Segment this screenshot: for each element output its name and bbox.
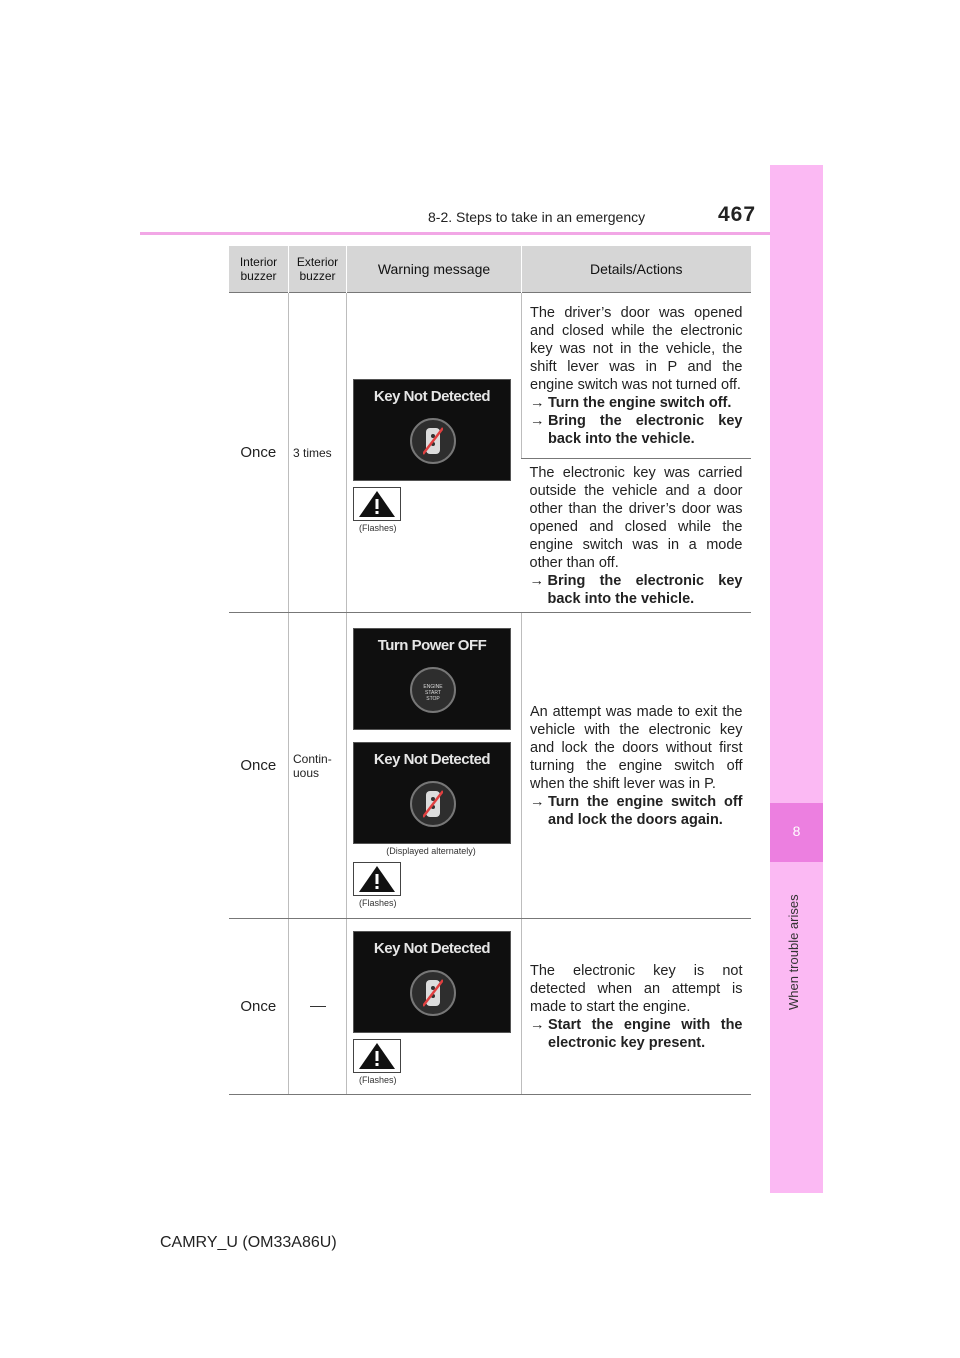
action-item: → Bring the electronic key back into the vehicle. (530, 412, 743, 447)
arrow-icon: → (530, 394, 545, 411)
interior-buzzer-cell: Once (229, 613, 289, 919)
exterior-buzzer-cell: Contin-uous (289, 613, 347, 919)
svg-text:STOP: STOP (426, 695, 440, 702)
table-row (229, 919, 751, 1095)
header-rule (140, 232, 823, 235)
table-row (229, 613, 751, 919)
action-item: → Bring the electronic key back into the vehicle. (529, 572, 743, 607)
display-screen (353, 628, 511, 730)
master-warning-icon (353, 862, 401, 896)
interior-buzzer-cell: Once (229, 293, 289, 613)
master-warning-icon (353, 487, 401, 521)
flash-caption: (Flashes) (359, 522, 397, 533)
col-header-details: Details/Actions (522, 246, 751, 293)
screen-title: Turn Power OFF (377, 636, 487, 654)
arrow-icon: → (530, 412, 545, 429)
page-number: 467 (718, 203, 757, 226)
action-item: → Turn the engine switch off. (530, 394, 732, 411)
screen-title: Key Not Detected (373, 750, 491, 768)
screen-title: Key Not Detected (373, 939, 491, 957)
details-text: The electronic key is not detected when an attempt is made to start the engine. (530, 962, 743, 1015)
display-screen (353, 379, 511, 481)
warning-message-cell (347, 919, 522, 1095)
section-title: 8-2. Steps to take in an emergency (428, 209, 646, 225)
details-text: An attempt was made to exit the vehicle with the electronic key and lock the doors without first turning the engine switch off when the shift lever was in P. (530, 703, 743, 792)
dash-mark (310, 1006, 326, 1007)
col-header-message: Warning message (347, 246, 522, 293)
svg-text:START: START (425, 689, 441, 696)
interior-buzzer-cell: Once (229, 919, 289, 1095)
flash-caption: (Flashes) (359, 897, 397, 908)
master-warning-icon (353, 1039, 401, 1073)
details-cell (522, 919, 751, 1095)
table-row (229, 293, 751, 459)
details-text: The electronic key was carried outside the vehicle and a door other than the driver’s door was opened and closed while the engine switch was in a mode other than off. (529, 464, 743, 571)
arrow-icon: → (530, 1016, 545, 1033)
action-item: → Start the engine with the electronic key present. (530, 1016, 743, 1051)
details-cell (522, 459, 751, 613)
key-fob-icon (410, 418, 456, 464)
chapter-number: 8 (792, 823, 801, 839)
chapter-label: When trouble arises (786, 894, 801, 1010)
flash-caption: (Flashes) (359, 1074, 397, 1085)
svg-text:ENGINE: ENGINE (423, 683, 443, 690)
display-screen (353, 931, 511, 1033)
exterior-buzzer-cell: 3 times (289, 293, 347, 613)
arrow-icon: → (530, 793, 545, 810)
key-fob-icon (410, 781, 456, 827)
exterior-buzzer-cell (289, 919, 347, 1095)
col-header-interior: Interior buzzer (229, 246, 289, 293)
start-stop-button-icon (410, 667, 456, 713)
warning-table (228, 246, 751, 1095)
warning-message-cell (347, 293, 522, 613)
document-footer: CAMRY_U (OM33A86U) (160, 1234, 337, 1251)
details-cell (522, 613, 751, 919)
key-fob-icon (410, 970, 456, 1016)
display-screen (353, 742, 511, 844)
action-item: → Turn the engine switch off and lock the doors again. (530, 793, 743, 828)
screen-title: Key Not Detected (373, 387, 491, 405)
warning-message-cell (347, 613, 522, 919)
col-header-exterior: Exterior buzzer (289, 246, 347, 293)
alternate-caption: (Displayed alternately) (386, 845, 476, 856)
details-text: The driver’s door was opened and closed while the electronic key was not in the vehicle, the shift lever was in P and the engine switch was not turned off. (530, 304, 743, 393)
arrow-icon: → (529, 572, 544, 589)
details-cell (522, 293, 751, 459)
chapter-tab (770, 165, 823, 1193)
table-header-row (229, 246, 751, 293)
